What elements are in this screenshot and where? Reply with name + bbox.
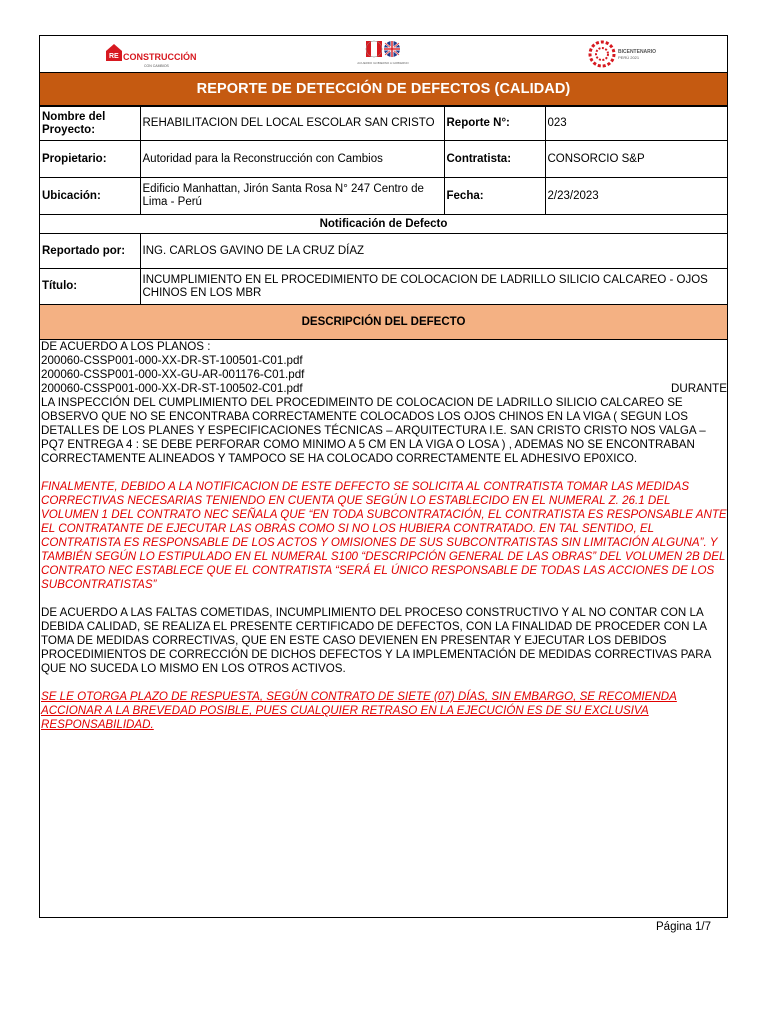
notification-heading: Notificación de Defecto: [40, 215, 727, 234]
plan-file-3: 200060-CSSP001-000-XX-DR-ST-100502-C01.pdf: [41, 382, 303, 395]
report-title: REPORTE DE DETECCIÓN DE DEFECTOS (CALIDAD): [40, 72, 727, 106]
logo-prefix: RE: [109, 53, 119, 60]
logo-subtext: CON CAMBIOS: [144, 64, 169, 68]
description-paragraph-4: SE LE OTORGA PLAZO DE RESPUESTA, SEGÚN CONTRATO DE SIETE (07) DÍAS, SIN EMBARGO, SE RECOMIENDA ACCIONAR A LA BREVEDAD POSIBLE, PUES CUALQUIER RETRASO EN LA EJECUCIÓN ES DE SU EXCLUSIVA RESPONSABILIDAD.: [41, 690, 677, 731]
report-number-value: 023: [545, 107, 727, 141]
bicentenario-logo: [588, 40, 678, 68]
plan-file-3-line: [41, 382, 727, 396]
description-paragraph-1: LA INSPECCIÓN DEL CUMPLIMIENTO DEL PROCEDIMEINTO DE COLOCACION DE LADRILLO SILICIO CALCAREO SE OBSERVO QUE NO SE ENCONTRABA CORRECTAMENTE COLOCADOS LOS OJOS CHINOS EN LA VIGA ( SEGUN LOS DETALLES DE LOS PLANES Y ESPECIFICACIONES TÉCNICAS – ARQUITECTURA I.E. SAN CRISTO CRISTO NOS VALGA – PQ7 ENTREGA 4 : SE DEBE PERFORAR COMO MINIMO A 5 CM EN LA VIGA O LOSA ) , ADEMAS NO SE ENCONTRABAN CORRECTAMENTE ALINEADOS Y TAMPOCO SE HA COLOCADO CORRECTAMENTE EL ADHESIVO EP0XICO.: [41, 396, 706, 465]
table-row: [40, 234, 727, 269]
plan-file-2: 200060-CSSP001-000-XX-GU-AR-001176-C01.pdf: [41, 368, 305, 381]
table-row: [40, 215, 727, 234]
reported-by-label: Reportado por:: [40, 234, 140, 269]
logo-header: [40, 36, 727, 72]
title-value: INCUMPLIMIENTO EN EL PROCEDIMIENTO DE COLOCACION DE LADRILLO SILICIO CALCAREO - OJOS CHINOS EN LOS MBR: [140, 269, 727, 305]
table-row: [40, 305, 727, 340]
table-row: [40, 269, 727, 305]
location-value: Edificio Manhattan, Jirón Santa Rosa N° 247 Centro de Lima - Perú: [140, 178, 444, 215]
table-row: [40, 107, 727, 141]
project-name-label: Nombre del Proyecto:: [40, 107, 140, 141]
reported-by-value: ING. CARLOS GAVINO DE LA CRUZ DÍAZ: [140, 234, 727, 269]
logo-text: CONSTRUCCIÓN: [123, 52, 197, 62]
reconstruccion-logo: [102, 41, 197, 69]
date-label: Fecha:: [444, 178, 545, 215]
flags-logo: [358, 39, 408, 71]
report-frame: [39, 35, 728, 918]
description-paragraph-3: DE ACUERDO A LAS FALTAS COMETIDAS, INCUMPLIMIENTO DEL PROCESO CONSTRUCTIVO Y AL NO CONTAR CON LA DEBIDA CALIDAD, SE REALIZA EL PRESENTE CERTIFICADO DE DEFECTOS, CON LA FINALIDAD DE PROCEDER CON LA TOMA DE MEDIDAS CORRECTIVAS, QUE EN ESTE CASO DEVIENEN EN PRESENTAR Y EJECUTAR LOS DEBIDOS PROCEDIMIENTOS DE CORRECCIÓN DE DICHOS DEFECTOS Y LA IMPLEMENTACIÓN DE MEDIDAS CORRECTIVAS PARA QUE NO SUCEDA LO MISMO EN LOS OTROS ACTIVOS.: [41, 606, 711, 675]
report-number-label: Reporte N°:: [444, 107, 545, 141]
description-heading: DESCRIPCIÓN DEL DEFECTO: [40, 305, 727, 340]
project-info-table: [40, 106, 727, 340]
table-row: [40, 141, 727, 178]
flags-subtext: ACUERDO GOBIERNO A GOBIERNO: [357, 61, 409, 65]
owner-label: Propietario:: [40, 141, 140, 178]
contractor-value: CONSORCIO S&P: [545, 141, 727, 178]
owner-value: Autoridad para la Reconstrucción con Cambios: [140, 141, 444, 178]
plan-file-1: 200060-CSSP001-000-XX-DR-ST-100501-C01.pdf: [41, 354, 303, 367]
title-label: Título:: [40, 269, 140, 305]
defect-description: [41, 340, 727, 732]
durante-text: DURANTE: [670, 382, 727, 395]
bicentenario-subtitle: PERÚ 2021: [618, 55, 640, 60]
contractor-label: Contratista:: [444, 141, 545, 178]
location-label: Ubicación:: [40, 178, 140, 215]
table-row: [40, 178, 727, 215]
page-number: Página 1/7: [656, 921, 711, 933]
project-name-value: REHABILITACION DEL LOCAL ESCOLAR SAN CRISTO: [140, 107, 444, 141]
bicentenario-title: BICENTENARIO: [618, 49, 657, 55]
date-value: 2/23/2023: [545, 178, 727, 215]
description-paragraph-2: FINALMENTE, DEBIDO A LA NOTIFICACION DE ESTE DEFECTO SE SOLICITA AL CONTRATISTA TOMAR LAS MEDIDAS CORRECTIVAS NECESARIAS TENIENDO EN CUENTA QUE SEGÚN LO ESTABLECIDO EN EL NUMERAL Z. 26.1 DEL VOLUMEN 1 DEL CONTRATO NEC SEÑALA QUE “EN TODA SUBCONTRATACIÓN, EL CONTRATISTA ES RESPONSABLE ANTE EL CONTRATANTE DE EJECUTAR LAS OBRAS COMO SI NO LOS HUBIERA CONTRATADO. EN TAL SENTIDO, EL CONTRATISTA ES RESPONSABLE DE LOS ACTOS Y OMISIONES DE SUS SUBCONTRATISTAS SIN LIMITACIÓN ALGUNA”. Y TAMBIÉN SEGÚN LO ESTIPULADO EN EL NUMERAL S100 “DESCRIPCIÓN GENERAL DE LAS OBRAS” DEL VOLUMEN 2B DEL CONTRATO NEC ESTABLECE QUE EL CONTRATISTA “SERÁ EL ÚNICO RESPONSABLE DE TODAS LAS ACCIONES DE LOS SUBCONTRATISTAS”: [41, 480, 727, 591]
description-intro: DE ACUERDO A LOS PLANOS :: [41, 340, 211, 353]
